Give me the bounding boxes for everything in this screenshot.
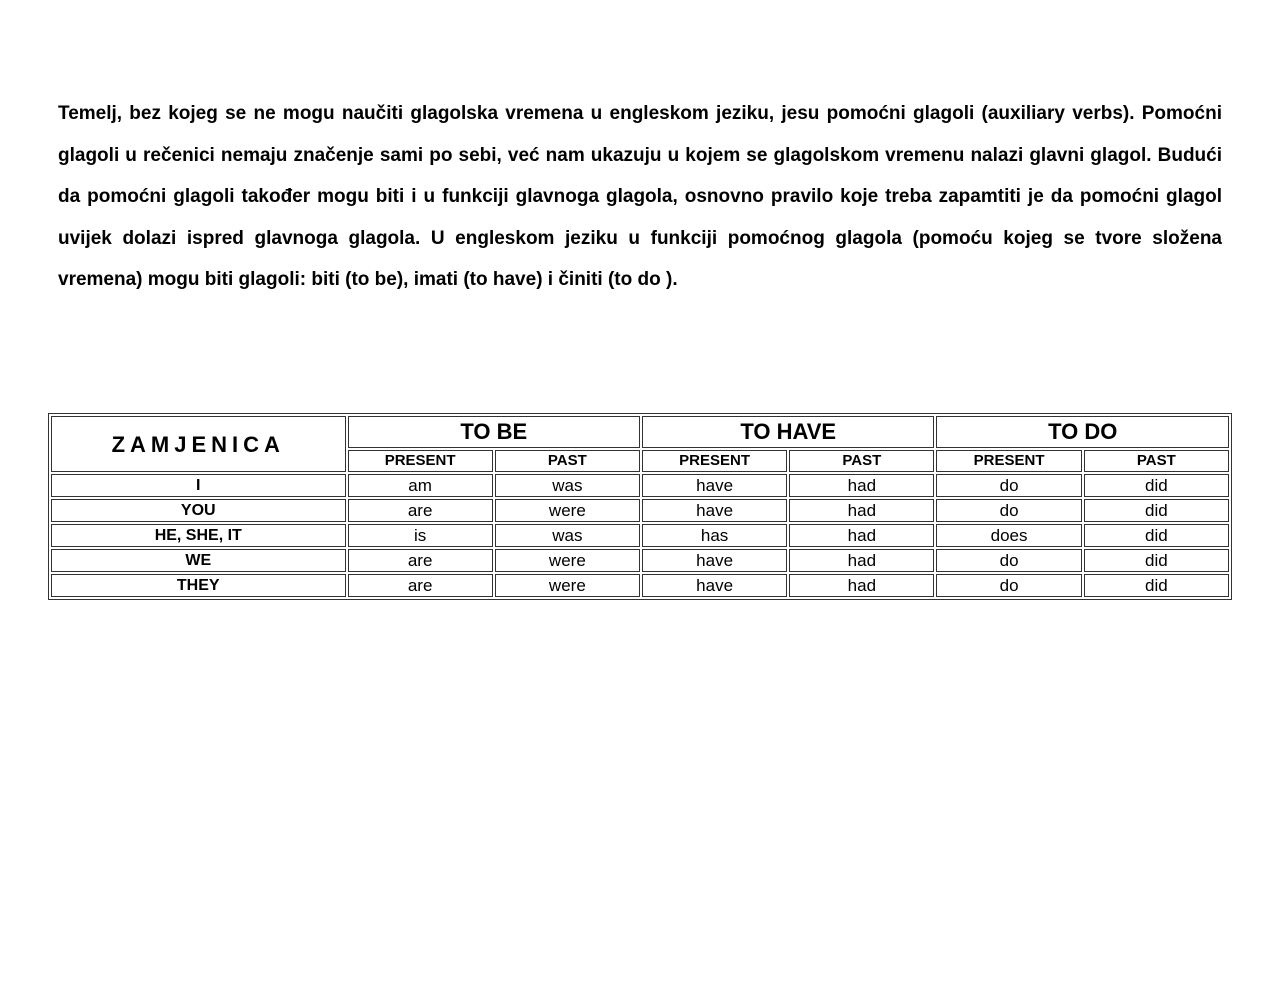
table-row (51, 474, 1229, 497)
table-row (51, 524, 1229, 547)
table-cell: did (1084, 474, 1229, 497)
table-cell: had (789, 549, 934, 572)
to-have-present-header: PRESENT (642, 450, 787, 472)
table-cell: were (495, 549, 640, 572)
table-cell: were (495, 499, 640, 522)
table-cell: have (642, 574, 787, 597)
table-cell: had (789, 474, 934, 497)
table-row (51, 574, 1229, 597)
intro-paragraph: Temelj, bez kojeg se ne mogu naučiti glagolska vremena u engleskom jeziku, jesu pomoćni glagoli (auxiliary verbs). Pomoćni glagoli u rečenici nemaju značenje sami po sebi, već nam ukazuju u kojem se glagolskom vremenu nalazi glavni glagol. Budući da pomoćni glagoli također mogu biti i u funkciji glavnoga glagola, osnovno pravilo koje treba zapamtiti je da pomoćni glagol uvijek dolazi ispred glavnoga glagola. U engleskom jeziku u funkciji pomoćnog glagola (pomoću kojeg se tvore složena vremena) mogu biti glagoli: biti (to be), imati (to have) i činiti (to do ). (58, 103, 1222, 290)
table-cell: are (348, 574, 493, 597)
table-cell: had (789, 524, 934, 547)
table-cell: did (1084, 524, 1229, 547)
table-cell: do (936, 474, 1081, 497)
pronoun-cell: YOU (51, 499, 346, 522)
table-cell: had (789, 499, 934, 522)
table-row (51, 499, 1229, 522)
table-cell: are (348, 549, 493, 572)
pronoun-column-header: ZAMJENICA (51, 416, 346, 472)
table-cell: did (1084, 574, 1229, 597)
table-cell: do (936, 549, 1081, 572)
to-be-present-header: PRESENT (348, 450, 493, 472)
pronoun-cell: THEY (51, 574, 346, 597)
pronoun-cell: I (51, 474, 346, 497)
table-cell: were (495, 574, 640, 597)
table-cell: did (1084, 499, 1229, 522)
table-cell: does (936, 524, 1081, 547)
table-cell: was (495, 474, 640, 497)
pronoun-cell: WE (51, 549, 346, 572)
group-header-to-have: TO HAVE (642, 416, 934, 448)
to-do-past-header: PAST (1084, 450, 1229, 472)
table-cell: has (642, 524, 787, 547)
table-cell: are (348, 499, 493, 522)
auxiliary-verbs-table (48, 413, 1232, 600)
group-header-to-do: TO DO (936, 416, 1229, 448)
to-do-present-header: PRESENT (936, 450, 1081, 472)
pronoun-cell: HE, SHE, IT (51, 524, 346, 547)
to-be-past-header: PAST (495, 450, 640, 472)
table-cell: is (348, 524, 493, 547)
table-cell: have (642, 499, 787, 522)
table-cell: am (348, 474, 493, 497)
table-cell: do (936, 574, 1081, 597)
table-cell: had (789, 574, 934, 597)
table-cell: did (1084, 549, 1229, 572)
table-cell: do (936, 499, 1081, 522)
table-row (51, 549, 1229, 572)
to-have-past-header: PAST (789, 450, 934, 472)
table-cell: have (642, 549, 787, 572)
table-cell: have (642, 474, 787, 497)
table-cell: was (495, 524, 640, 547)
group-header-to-be: TO BE (348, 416, 640, 448)
